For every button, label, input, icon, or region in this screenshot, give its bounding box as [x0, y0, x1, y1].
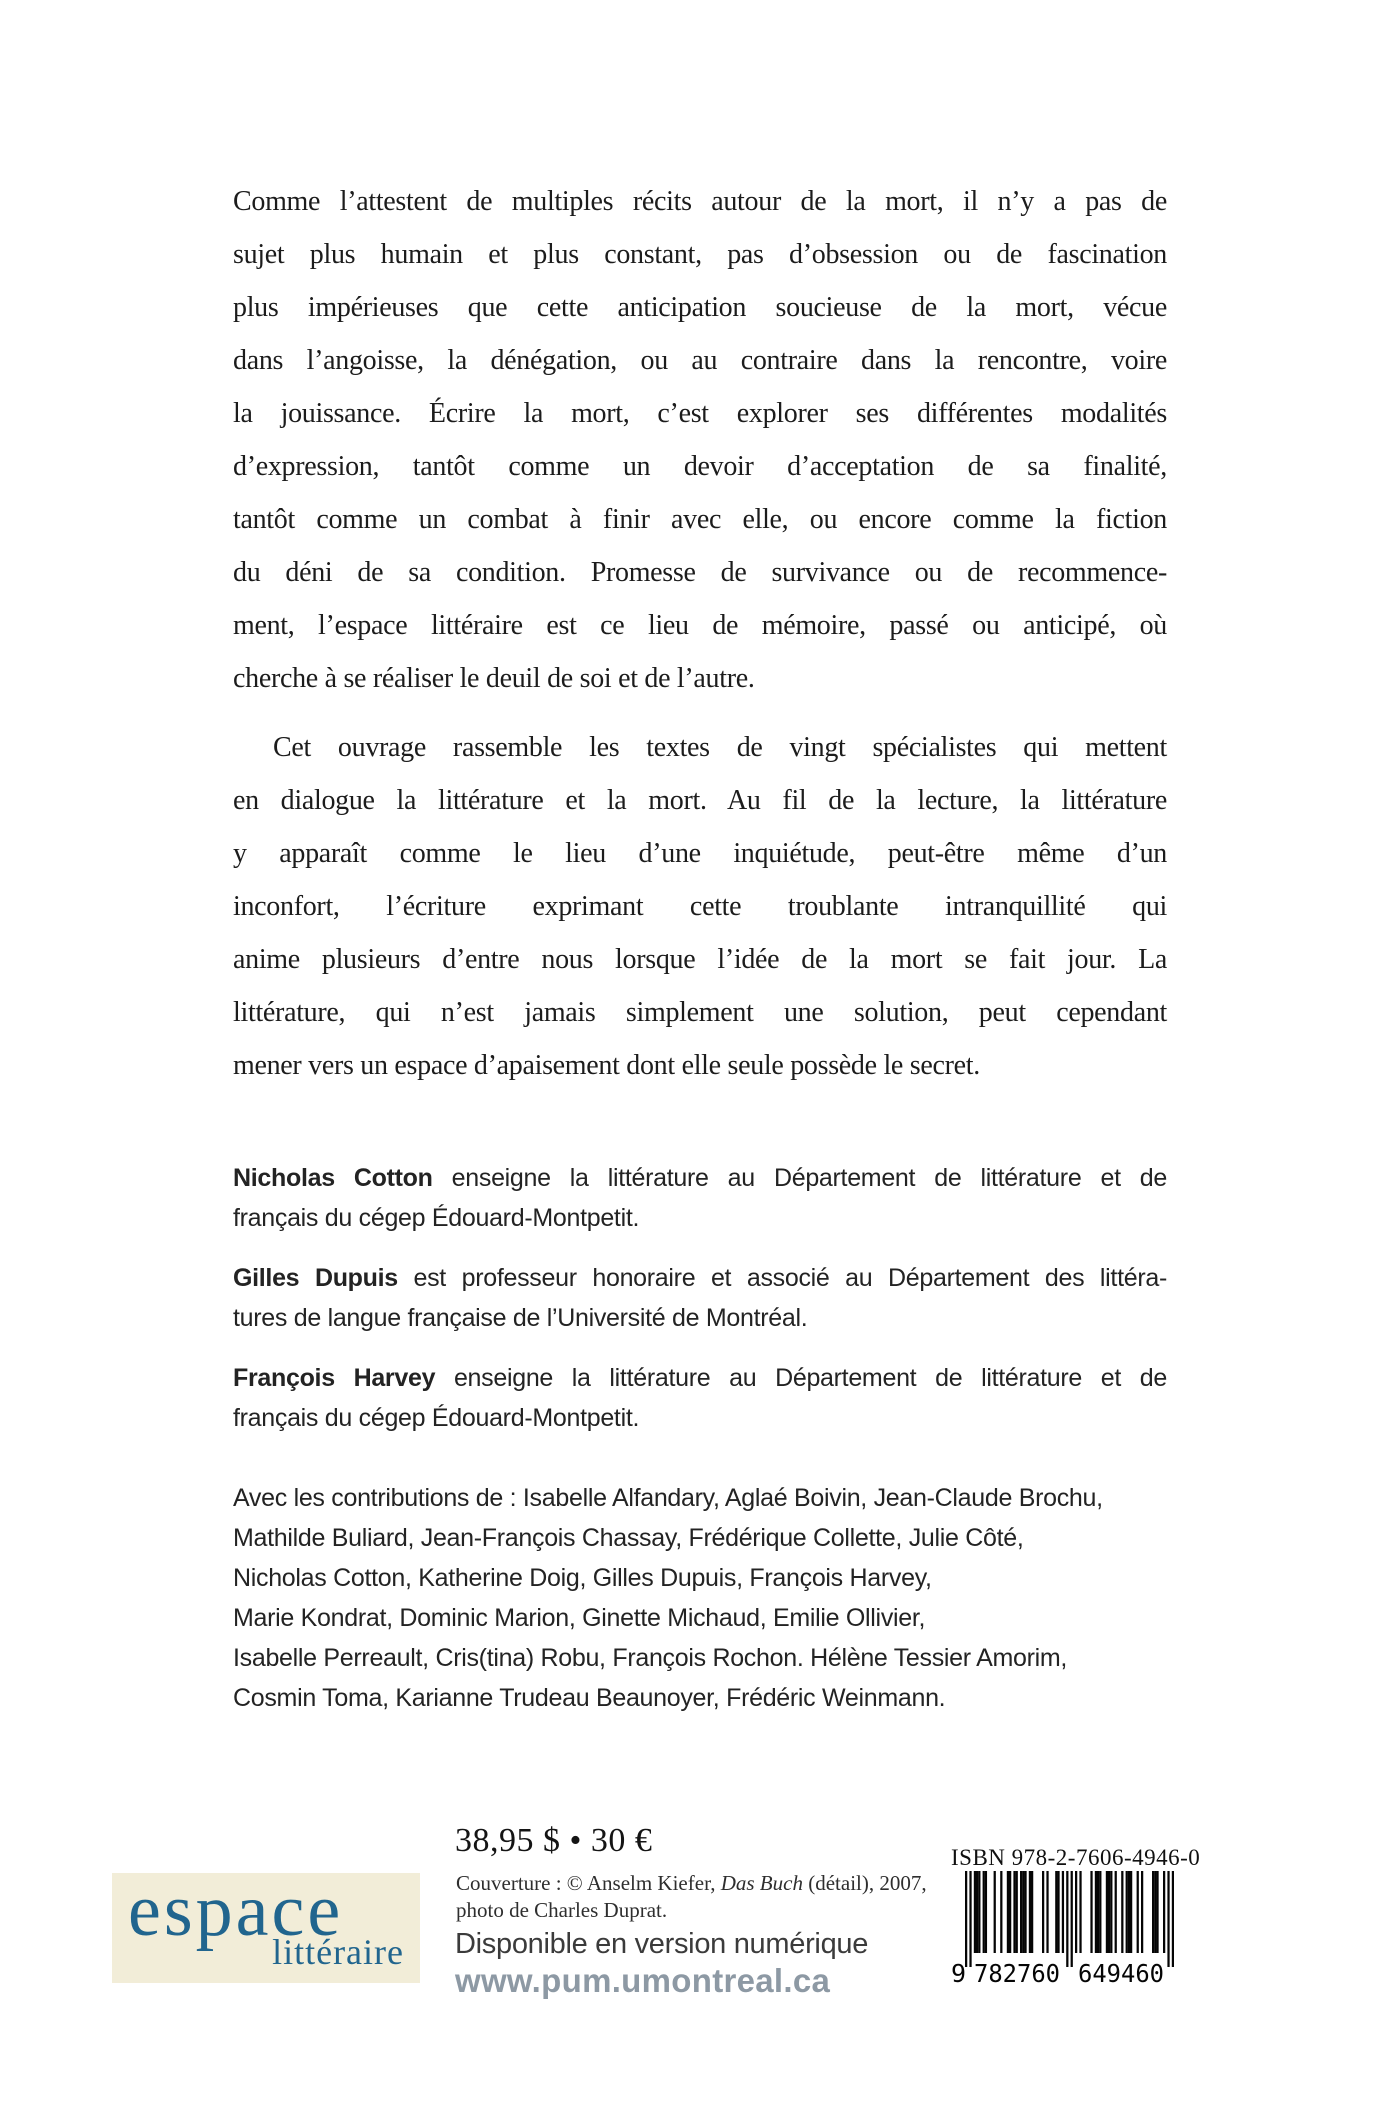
synopsis-paragraph	[233, 721, 1167, 1092]
synopsis-line: dans l’angoisse, la dénégation, ou au contraire dans la rencontre, voire	[233, 345, 1167, 376]
synopsis-line: ment, l’espace littéraire est ce lieu de mémoire, passé ou anticipé, où	[233, 610, 1167, 641]
cover-credit-line2: photo de Charles Duprat.	[456, 1898, 668, 1922]
author-name: Nicholas Cotton	[233, 1164, 433, 1192]
digital-edition-note: Disponible en version numérique	[455, 1928, 869, 1960]
author-bio-line: français du cégep Édouard-Montpetit.	[233, 1204, 640, 1232]
synopsis-line: tantôt comme un combat à finir avec elle, ou encore comme la fiction	[233, 504, 1167, 535]
synopsis-line: Comme l’attestent de multiples récits autour de la mort, il n’y a pas de	[233, 186, 1167, 217]
ean-barcode	[951, 1871, 1174, 1987]
collection-logo-word-espace: espace	[128, 1870, 344, 1952]
contributors-line: Cosmin Toma, Karianne Trudeau Beaunoyer, Frédéric Weinmann.	[233, 1684, 946, 1712]
synopsis-line: en dialogue la littérature et la mort. Au fil de la lecture, la littérature	[233, 785, 1167, 816]
synopsis-line: anime plusieurs d’entre nous lorsque l’idée de la mort se fait jour. La	[233, 944, 1167, 975]
collection-logo-word-litteraire: littéraire	[272, 1932, 404, 1972]
svg-text:9: 9	[951, 1959, 967, 1987]
author-name: Gilles Dupuis	[233, 1264, 398, 1292]
author-bio	[233, 1258, 1167, 1338]
contributors-list	[233, 1478, 1333, 1718]
contributors-line: Avec les contributions de : Isabelle Alfandary, Aglaé Boivin, Jean-Claude Brochu,	[233, 1484, 1103, 1512]
cover-credit	[456, 1870, 927, 1924]
synopsis-line: cherche à se réaliser le deuil de soi et de l’autre.	[233, 663, 755, 694]
author-bio	[233, 1358, 1167, 1438]
publisher-website-link[interactable]: www.pum.umontreal.ca	[455, 1962, 831, 1999]
synopsis-paragraph	[233, 175, 1167, 705]
synopsis-line: plus impérieuses que cette anticipation soucieuse de la mort, vécue	[233, 292, 1167, 323]
synopsis-line: Cet ouvrage rassemble les textes de vingt spécialistes qui mettent	[273, 732, 1167, 763]
collection-logo	[112, 1870, 420, 1983]
price: 38,95 $ • 30 €	[455, 1822, 653, 1859]
author-bio-line: Nicholas Cotton enseigne la littérature au Département de littérature et de	[233, 1164, 1167, 1192]
author-bio-line: Gilles Dupuis est professeur honoraire et associé au Département des littéra-	[233, 1264, 1167, 1292]
svg-text:782760: 782760	[974, 1959, 1060, 1987]
author-bio-line: tures de langue française de l’Université de Montréal.	[233, 1304, 808, 1332]
author-bio	[233, 1158, 1167, 1238]
author-bios	[233, 1158, 1167, 1458]
isbn-label: ISBN 978-2-7606-4946-0	[951, 1845, 1201, 1870]
author-bio-line: français du cégep Édouard-Montpetit.	[233, 1404, 640, 1432]
synopsis-line: sujet plus humain et plus constant, pas d’obsession ou de fascination	[233, 239, 1167, 270]
synopsis-text	[233, 175, 1167, 1092]
synopsis-line: mener vers un espace d’apaisement dont elle seule possède le secret.	[233, 1050, 980, 1081]
contributors-line: Isabelle Perreault, Cris(tina) Robu, François Rochon. Hélène Tessier Amorim,	[233, 1644, 1068, 1672]
contributors-line: Nicholas Cotton, Katherine Doig, Gilles Dupuis, François Harvey,	[233, 1564, 932, 1592]
synopsis-line: du déni de sa condition. Promesse de survivance ou de recommence-	[233, 557, 1167, 588]
cover-credit-line1: Couverture : © Anselm Kiefer, Das Buch (détail), 2007,	[456, 1871, 927, 1895]
author-name: François Harvey	[233, 1364, 436, 1392]
contributors-line: Marie Kondrat, Dominic Marion, Ginette Michaud, Emilie Ollivier,	[233, 1604, 926, 1632]
contributors-line: Mathilde Buliard, Jean-François Chassay, Frédérique Collette, Julie Côté,	[233, 1524, 1024, 1552]
synopsis-line: la jouissance. Écrire la mort, c’est explorer ses différentes modalités	[233, 398, 1167, 429]
synopsis-line: inconfort, l’écriture exprimant cette troublante intranquillité qui	[233, 891, 1167, 922]
synopsis-line: d’expression, tantôt comme un devoir d’acceptation de sa finalité,	[233, 451, 1167, 482]
author-bio-line: François Harvey enseigne la littérature au Département de littérature et de	[233, 1364, 1167, 1392]
svg-text:649460: 649460	[1078, 1959, 1164, 1987]
synopsis-line: littérature, qui n’est jamais simplement une solution, peut cependant	[233, 997, 1167, 1028]
synopsis-line: y apparaît comme le lieu d’une inquiétude, peut-être même d’un	[233, 838, 1167, 869]
